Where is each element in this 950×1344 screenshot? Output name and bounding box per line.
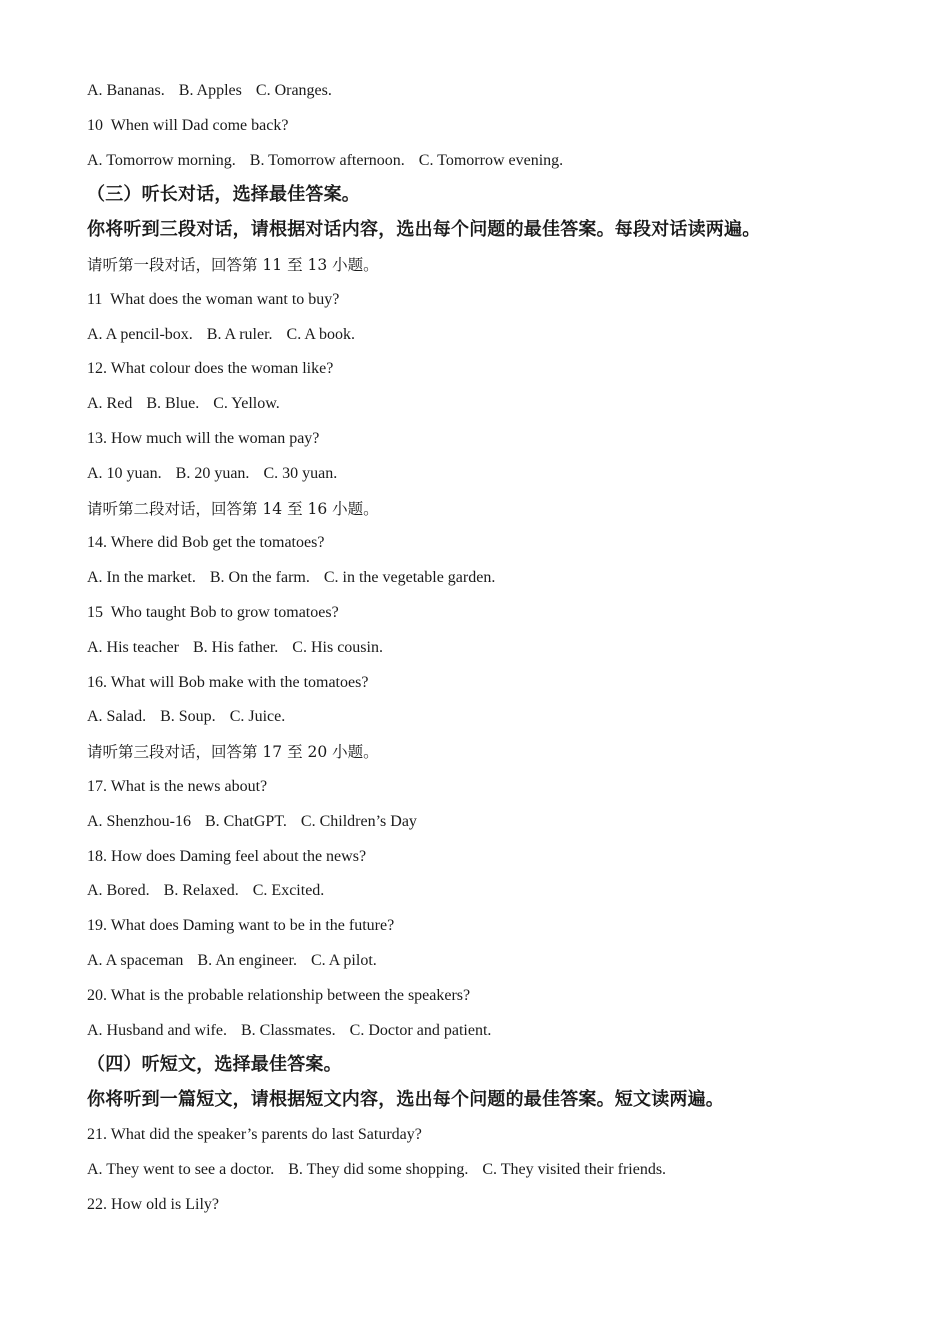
answer-option: B. Blue. xyxy=(146,395,200,413)
answer-option: C. A book. xyxy=(286,325,356,343)
document-page xyxy=(87,78,887,1226)
answer-option: C. Yellow. xyxy=(213,395,280,413)
answer-option: C. His cousin. xyxy=(292,638,383,656)
answer-options xyxy=(87,148,887,183)
answer-options xyxy=(87,391,887,426)
answer-option: B. Relaxed. xyxy=(163,882,239,900)
answer-option: B. 20 yuan. xyxy=(175,464,250,482)
answer-option: A. They went to see a doctor. xyxy=(87,1160,275,1178)
answer-options xyxy=(87,948,887,983)
answer-option: B. On the farm. xyxy=(209,569,310,587)
dialogue-note: 请听第二段对话，回答第 14 至 16 小题。 xyxy=(87,499,379,518)
answer-option: B. Apples xyxy=(178,82,242,99)
question-text: 12. What colour does the woman like? xyxy=(87,360,334,378)
question-text: 18. How does Daming feel about the news? xyxy=(87,847,367,865)
dialogue-note: 请听第三段对话，回答第 17 至 20 小题。 xyxy=(87,743,379,762)
answer-option: B. Tomorrow afternoon. xyxy=(249,151,405,169)
question-text: 14. Where did Bob get the tomatoes? xyxy=(87,534,325,552)
answer-option: B. ChatGPT. xyxy=(204,812,287,830)
answer-options xyxy=(87,565,887,600)
answer-option: C. 30 yuan. xyxy=(263,464,338,482)
answer-option: B. They did some shopping. xyxy=(288,1160,469,1178)
answer-options xyxy=(87,78,887,113)
answer-options xyxy=(87,809,887,844)
question-text: 17. What is the news about? xyxy=(87,777,268,795)
question-text: 22. How old is Lily? xyxy=(87,1195,219,1213)
answer-option: A. Shenzhou-16 xyxy=(87,812,191,830)
question-text: 21. What did the speaker’s parents do last Saturday? xyxy=(87,1125,422,1143)
answer-option: B. A ruler. xyxy=(206,325,273,343)
section-instruction: 你将听到三段对话，请根据对话内容，选出每个问题的最佳答案。每段对话读两遍。 xyxy=(87,219,761,241)
question-text: 19. What does Daming want to be in the future? xyxy=(87,917,395,935)
answer-option: A. Red xyxy=(87,395,133,413)
dialogue-note: 请听第一段对话，回答第 11 至 13 小题。 xyxy=(87,255,379,274)
answer-options xyxy=(87,461,887,496)
answer-option: A. A spaceman xyxy=(87,951,184,969)
question-text: 13. How much will the woman pay? xyxy=(87,429,320,447)
answer-option: C. Children’s Day xyxy=(300,812,417,830)
section-heading: （三）听长对话，选择最佳答案。 xyxy=(87,184,360,206)
question-text: 15 Who taught Bob to grow tomatoes? xyxy=(87,603,339,621)
answer-option: A. Bored. xyxy=(87,882,150,900)
answer-option: A. A pencil-box. xyxy=(87,325,193,343)
answer-options xyxy=(87,1018,887,1053)
answer-options xyxy=(87,878,887,913)
answer-option: A. In the market. xyxy=(87,569,196,587)
answer-option: A. 10 yuan. xyxy=(87,464,162,482)
answer-option: A. Bananas. xyxy=(87,82,165,99)
answer-option: B. Classmates. xyxy=(240,1021,336,1039)
answer-option: B. His father. xyxy=(192,638,279,656)
answer-option: C. Tomorrow evening. xyxy=(418,151,564,169)
answer-options xyxy=(87,635,887,670)
section-heading: （四）听短文，选择最佳答案。 xyxy=(87,1054,342,1076)
answer-option: C. A pilot. xyxy=(310,951,377,969)
answer-option: A. His teacher xyxy=(87,638,179,656)
answer-option: C. They visited their friends. xyxy=(482,1160,667,1178)
answer-option: B. Soup. xyxy=(160,708,216,726)
question-text: 20. What is the probable relationship between the speakers? xyxy=(87,986,471,1004)
answer-option: A. Husband and wife. xyxy=(87,1021,227,1039)
answer-options xyxy=(87,704,887,739)
answer-option: C. Doctor and patient. xyxy=(349,1021,492,1039)
answer-option: B. An engineer. xyxy=(197,951,297,969)
question-text: 11 What does the woman want to buy? xyxy=(87,290,340,308)
section-instruction: 你将听到一篇短文，请根据短文内容，选出每个问题的最佳答案。短文读两遍。 xyxy=(87,1089,724,1111)
answer-option: C. in the vegetable garden. xyxy=(323,569,496,587)
answer-option: C. Excited. xyxy=(252,882,325,900)
answer-option: A. Salad. xyxy=(87,708,147,726)
answer-option: C. Juice. xyxy=(229,708,286,726)
question-text: 10 When will Dad come back? xyxy=(87,116,289,134)
answer-option: C. Oranges. xyxy=(255,82,332,99)
answer-option: A. Tomorrow morning. xyxy=(87,151,236,169)
answer-options xyxy=(87,1157,887,1192)
answer-options xyxy=(87,322,887,357)
question-text: 16. What will Bob make with the tomatoes? xyxy=(87,673,369,691)
